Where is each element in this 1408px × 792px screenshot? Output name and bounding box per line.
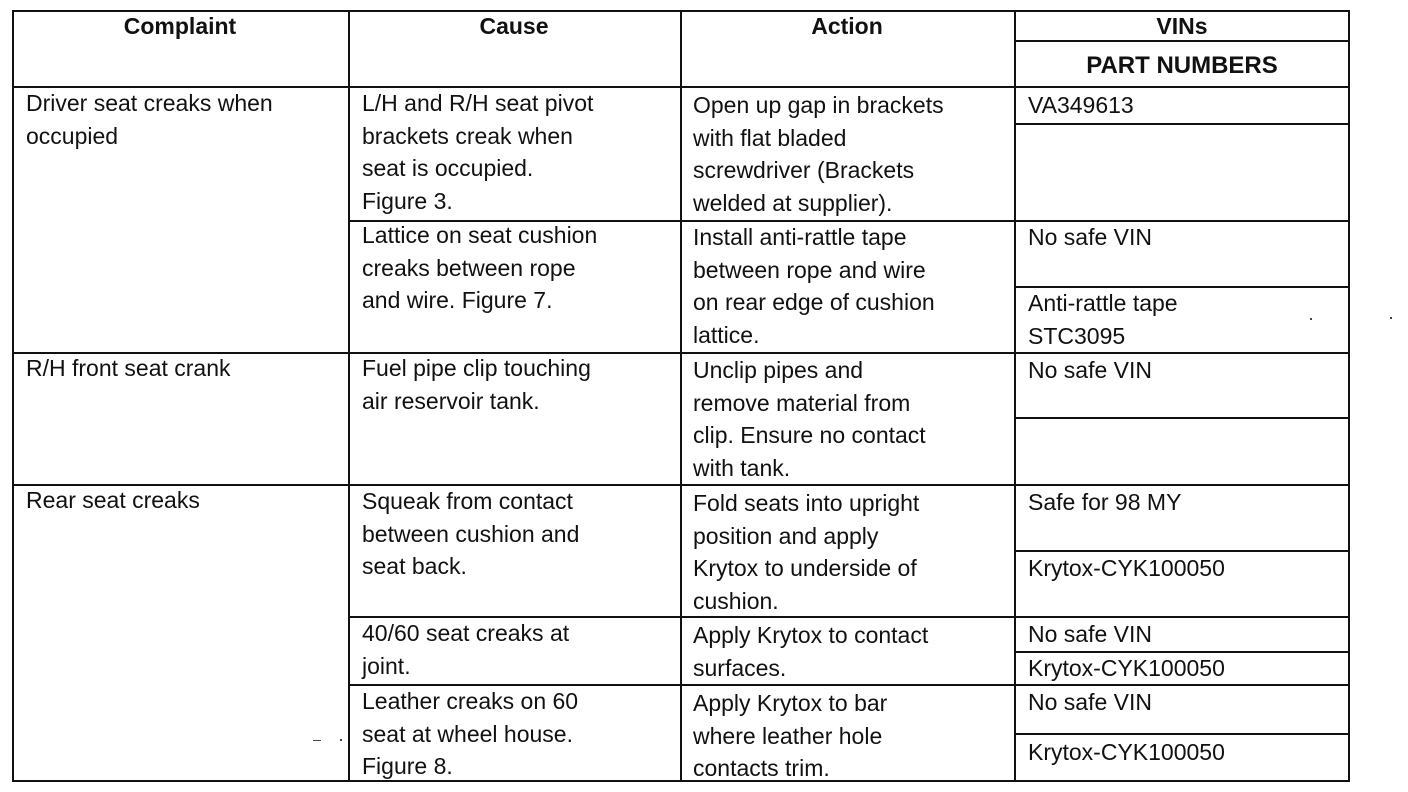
- row-divider: [1014, 417, 1350, 419]
- header-action: Action: [811, 13, 883, 39]
- action-cell: Apply Krytox to bar where leather hole contacts trim.: [693, 690, 888, 781]
- cause-cell: Fuel pipe clip touching air reservoir tank.: [362, 355, 591, 414]
- table-border-right: [1348, 10, 1350, 782]
- scan-speck: [1390, 317, 1392, 319]
- action-cell: Unclip pipes and remove material from clip. Ensure no contact with tank.: [693, 357, 926, 481]
- scan-speck: [340, 739, 342, 741]
- vin-cell: No safe VIN: [1028, 689, 1152, 715]
- column-divider: [1014, 10, 1016, 782]
- part-number-cell: Krytox-CYK100050: [1028, 555, 1225, 581]
- part-number-cell: Krytox-CYK100050: [1028, 655, 1225, 681]
- action-cell: Install anti-rattle tape between rope and wire on rear edge of cushion lattice.: [693, 224, 935, 348]
- service-table: [12, 10, 1350, 782]
- cause-cell: Leather creaks on 60 seat at wheel house. Figure 8.: [362, 688, 579, 779]
- column-divider: [348, 10, 350, 782]
- row-divider: [1014, 733, 1350, 735]
- scan-speck: [313, 740, 321, 741]
- vin-cell: VA349613: [1028, 92, 1134, 118]
- table-border-left: [12, 10, 14, 782]
- cause-cell: Squeak from contact between cushion and seat back.: [362, 488, 580, 579]
- part-number-cell: Krytox-CYK100050: [1028, 739, 1225, 765]
- cause-cell: 40/60 seat creaks at joint.: [362, 620, 570, 679]
- header-vins: VINs: [1156, 13, 1208, 39]
- action-cell: Open up gap in brackets with flat bladed screwdriver (Brackets welded at supplier).: [693, 92, 944, 216]
- row-divider: [1014, 123, 1350, 125]
- part-number-cell: Anti-rattle tape STC3095: [1028, 290, 1178, 349]
- complaint-cell: Driver seat creaks when occupied: [26, 90, 273, 149]
- header-part-numbers: PART NUMBERS: [1086, 52, 1278, 79]
- complaint-cell: R/H front seat crank: [26, 355, 231, 381]
- complaint-cell: Rear seat creaks: [26, 487, 200, 513]
- header-complaint: Complaint: [123, 13, 237, 39]
- vin-cell: No safe VIN: [1028, 621, 1152, 647]
- action-cell: Fold seats into upright position and apply Krytox to underside of cushion.: [693, 490, 920, 614]
- cause-cell: L/H and R/H seat pivot brackets creak when seat is occupied. Figure 3.: [362, 90, 594, 214]
- cause-cell: Lattice on seat cushion creaks between rope and wire. Figure 7.: [362, 222, 598, 313]
- vin-cell: No safe VIN: [1028, 357, 1152, 383]
- header-cause: Cause: [479, 13, 549, 39]
- action-cell: Apply Krytox to contact surfaces.: [693, 622, 929, 681]
- scan-speck: [1310, 318, 1312, 320]
- vin-cell: No safe VIN: [1028, 224, 1152, 250]
- column-divider: [680, 10, 682, 782]
- vin-cell: Safe for 98 MY: [1028, 489, 1182, 515]
- header-divider: [1014, 40, 1350, 42]
